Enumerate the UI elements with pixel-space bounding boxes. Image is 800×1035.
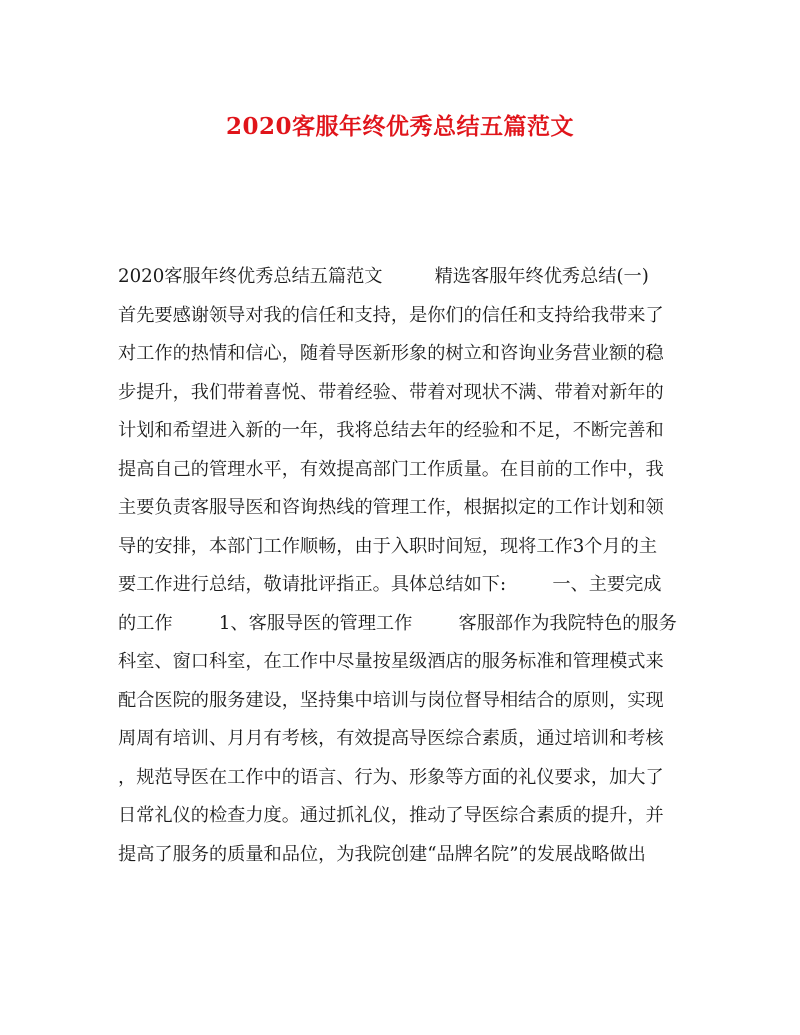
body-line: ，规范导医在工作中的语言、行为、形象等方面的礼仪要求，加大了 [118,766,664,788]
body-line: 周周有培训、月月有考核，有效提高导医综合素质，通过培训和考核 [118,728,664,749]
document-body [118,258,688,874]
body-line: 配合医院的服务建设，坚持集中培训与岗位督导相结合的原则，实现 [118,689,664,711]
body-line: 日常礼仪的检查力度。通过抓礼仪，推动了导医综合素质的提升，并 [118,805,664,826]
body-line: 2020客服年终优秀总结五篇范文 精选客服年终优秀总结(一) [118,266,649,287]
body-line: 的工作 1、客服导医的管理工作 客服部作为我院特色的服务 [118,612,677,634]
body-line: 提高了服务的质量和品位，为我院创建“品牌名院”的发展战略做出 [118,843,646,865]
body-line: 首先要感谢领导对我的信任和支持，是你们的信任和支持给我带来了 [118,304,664,326]
body-line: 科室、窗口科室，在工作中尽量按星级酒店的服务标准和管理模式来 [118,651,664,672]
body-line: 对工作的热情和信心，随着导医新形象的树立和咨询业务营业额的稳 [118,343,664,364]
body-line: 主要负责客服导医和咨询热线的管理工作，根据拟定的工作计划和领 [118,497,664,518]
document-title: 2020客服年终优秀总结五篇范文 [225,113,574,140]
body-line: 要工作进行总结，敬请批评指正。具体总结如下: 一、主要完成 [118,574,662,595]
body-line: 导的安排，本部门工作顺畅，由于入职时间短，现将工作3个月的主 [118,535,658,557]
body-line: 步提升，我们带着喜悦、带着经验、带着对现状不满、带着对新年的 [118,381,664,403]
body-line: 提高自己的管理水平，有效提高部门工作质量。在目前的工作中，我 [118,458,664,480]
body-line: 计划和希望进入新的一年，我将总结去年的经验和不足，不断完善和 [118,420,664,441]
